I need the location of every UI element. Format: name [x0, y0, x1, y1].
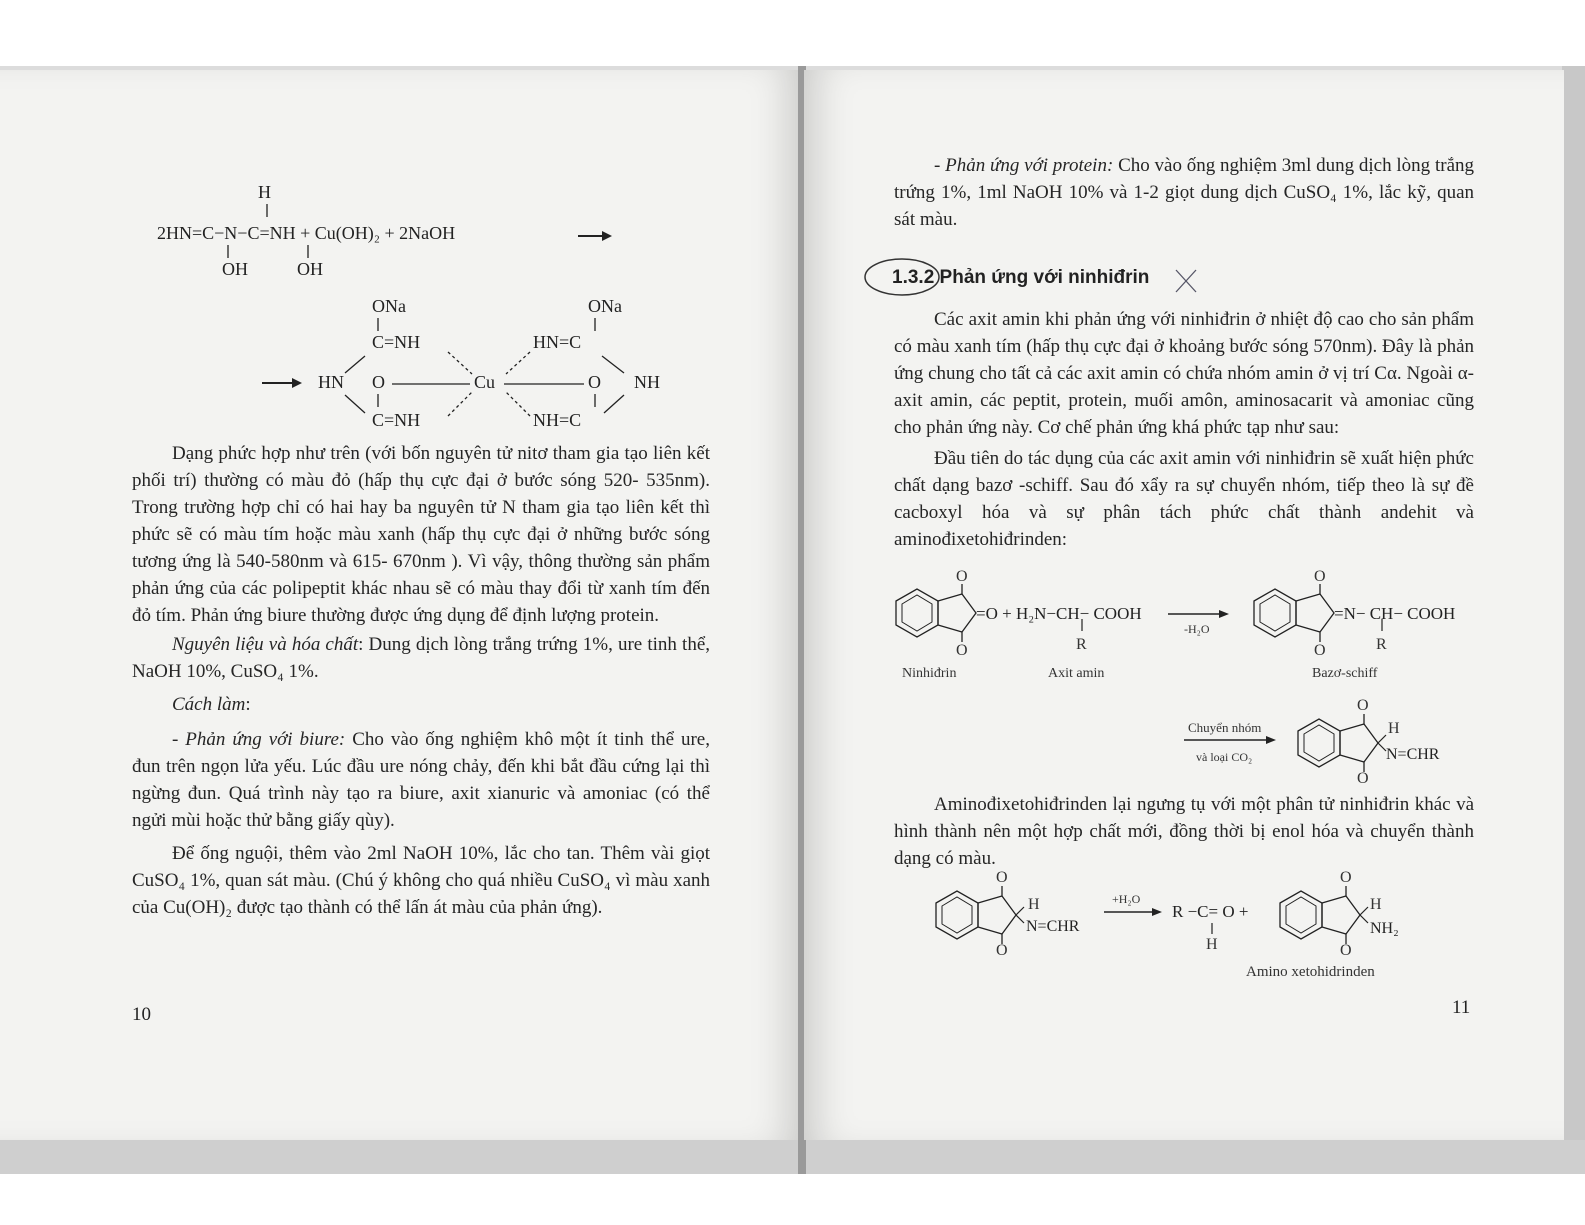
scheme3-h-product: H	[1370, 896, 1382, 913]
page-number-right: 11	[1452, 997, 1471, 1018]
scheme1-o-bottom-product: O	[1314, 642, 1326, 659]
complex-bonds	[0, 70, 1, 71]
label-bazo-schiff: Bazơ-schiff	[1312, 666, 1378, 681]
method-colon: :	[245, 694, 251, 715]
materials-text: : Dung dịch lòng trắng trứng 1%, ure tinh thể, NaOH 10%, CuSO₄ 1%.	[132, 634, 710, 682]
scheme1-water: -H₂O	[1184, 622, 1210, 636]
complex-nh: NH	[634, 372, 660, 392]
complex-ona-left: ONa	[372, 296, 406, 316]
label-axit-amin: Axit amin	[1048, 666, 1105, 681]
complex-c-nh-bottom: C=NH	[372, 410, 421, 430]
paragraph-materials	[132, 631, 710, 685]
condensation-paragraph	[894, 791, 1474, 872]
complex-ona-right: ONa	[588, 296, 622, 316]
complex-hn: HN	[318, 372, 344, 392]
eq1-h: H	[258, 182, 271, 202]
scheme3-h: H	[1028, 896, 1040, 913]
complex-o-right: O	[588, 372, 601, 392]
complex-c-nh-top: C=NH	[372, 332, 421, 352]
paragraph-method	[132, 691, 710, 718]
scheme3-o-bottom-product: O	[1340, 942, 1352, 959]
scheme3-aldehyde: R −C= O +	[1172, 902, 1249, 921]
scheme3-nh2: NH₂	[1370, 920, 1399, 937]
scheme3-group: N=CHR	[1026, 918, 1080, 935]
left-page	[0, 70, 800, 1140]
scheme1-o-bottom: O	[956, 642, 968, 659]
scheme3-water: +H₂O	[1112, 892, 1141, 906]
scheme1-o-top-product: O	[1314, 568, 1326, 585]
left-body-text	[132, 440, 710, 921]
right-body-text	[894, 306, 1474, 553]
scheme1-o-top: O	[956, 568, 968, 585]
paragraph-mechanism: Đầu tiên do tác dụng của các axit amin với ninhiđrin sẽ xuất hiện phức chất dạng bazơ -schiff. Sau đó xẩy ra sự chuyển nhóm, tiếp theo là sự đề cacboxyl hóa và sự phân tách phức chất thành andehit và aminođixetohiđrinden:	[894, 448, 1474, 550]
protein-text: Cho vào ống nghiệm 3ml dung dịch lòng trắng trứng 1%, 1ml NaOH 10% và 1-2 giọt dung dịch CuSO₄ 1%, lắc kỹ, quan sát màu.	[894, 155, 1474, 230]
eq1-line: 2HN=C−N−C=NH + Cu(OH)₂ + 2NaOH	[157, 223, 456, 243]
scheme1-r-product: R	[1376, 636, 1387, 653]
paragraph-biure	[132, 726, 710, 834]
protein-paragraph	[894, 152, 1474, 233]
eq1-oh2: OH	[297, 259, 323, 279]
label-amino-xetohidrinden: Amino xetohidrinden	[1246, 964, 1375, 980]
scheme3-o-bottom: O	[996, 942, 1008, 959]
complex-hn-c-top: HN=C	[533, 332, 582, 352]
paragraph-condensation: Aminođixetohiđrinden lại ngưng tụ với một phân tử ninhiđrin khác và hình thành nên một hợp chất mới, đồng thời bị enol hóa và chuyển thành dạng có màu.	[894, 794, 1474, 869]
complex-nh-c-bottom: NH=C	[533, 410, 582, 430]
scheme1-r: R	[1076, 636, 1087, 653]
complex-cu: Cu	[474, 372, 496, 392]
scan-edge	[1562, 66, 1585, 1174]
scheme3-o-top-product: O	[1340, 869, 1352, 886]
scheme2-arrow-bottom: và loại CO₂	[1196, 750, 1253, 764]
scheme3-aldehyde-h: H	[1206, 936, 1218, 953]
scheme3-o-top: O	[996, 869, 1008, 886]
materials-label: Nguyên liệu và hóa chất	[172, 634, 359, 655]
scheme1-reagent: =O + H₂N−CH− COOH	[976, 604, 1142, 623]
page-number-left: 10	[132, 1004, 151, 1025]
biure-label: - Phản ứng với biure:	[172, 729, 346, 750]
scan-bottom-band	[0, 1140, 1585, 1174]
scheme2-arrow-top: Chuyển nhóm	[1188, 720, 1262, 735]
method-label: Cách làm	[172, 694, 246, 715]
biure-text: Cho vào ống nghiệm khô một ít tinh thể ure, đun trên ngọn lửa yếu. Lúc đầu ure nóng chảy, đến khi bắt đầu cứng lại thì ngừng đun. Quá trình này tạo ra biure, axit xianuric và amoniac (có thể ngửi mùi hoặc thử bằng giấy qùy).	[132, 729, 710, 831]
scheme1-product: =N− CH− COOH	[1334, 604, 1456, 623]
eq1-oh1: OH	[222, 259, 248, 279]
paragraph-complex-color: Dạng phức hợp như trên (với bốn nguyên tử nitơ tham gia tạo liên kết phối trí) thường có màu đỏ (hấp thụ cực đại ở bước sóng 520- 535nm). Trong trường hợp chỉ có hai hay ba nguyên tử N tham gia tạo liên kết thì phức sẽ có màu tím hoặc màu xanh (hấp thụ cực đại ở những bước sóng tương ứng là 540-580nm và 615- 670nm ). Vì vậy, thông thường sản phẩm phản ứng của các polipeptit khác nhau sẽ có màu thay đổi từ xanh tím đến đỏ tím. Phản ứng biure thường được ứng dụng để định lượng protein.	[132, 443, 710, 626]
scheme2-h: H	[1388, 720, 1400, 737]
complex-o-left: O	[372, 372, 385, 392]
scheme2-o-bottom: O	[1357, 770, 1369, 787]
scheme2-group: N=CHR	[1386, 746, 1440, 763]
section-heading: 1.3.2 Phản ứng với ninhiđrin	[892, 267, 1150, 288]
paragraph-cooling: Để ống nguội, thêm vào 2ml NaOH 10%, lắc cho tan. Thêm vài giọt CuSO₄ 1%, quan sát màu. (Chú ý không cho quá nhiều CuSO₄ vì màu xanh của Cu(OH)₂ được tạo thành có thể lấn át màu của phản ứng).	[132, 843, 710, 918]
label-ninhidrin: Ninhiđrin	[902, 666, 957, 681]
paragraph-ninhidrin-intro: Các axit amin khi phản ứng với ninhiđrin ở nhiệt độ cao cho sản phẩm có màu xanh tím (hấp thụ cực đại ở khoảng bước sóng 570nm). Đây là phản ứng chung cho tất cả các axit amin có chứa nhóm amin ở vị trí Cα. Ngoài α-axit amin, các peptit, protein, muối amôn, aminosacarit và amoniac cũng cho phản ứng này. Cơ chế phản ứng khá phức tạp như sau:	[894, 309, 1474, 438]
right-page	[804, 70, 1564, 1140]
scheme3-structures	[804, 70, 805, 71]
protein-label: - Phản ứng với protein:	[934, 155, 1114, 176]
scheme2-o-top: O	[1357, 697, 1369, 714]
